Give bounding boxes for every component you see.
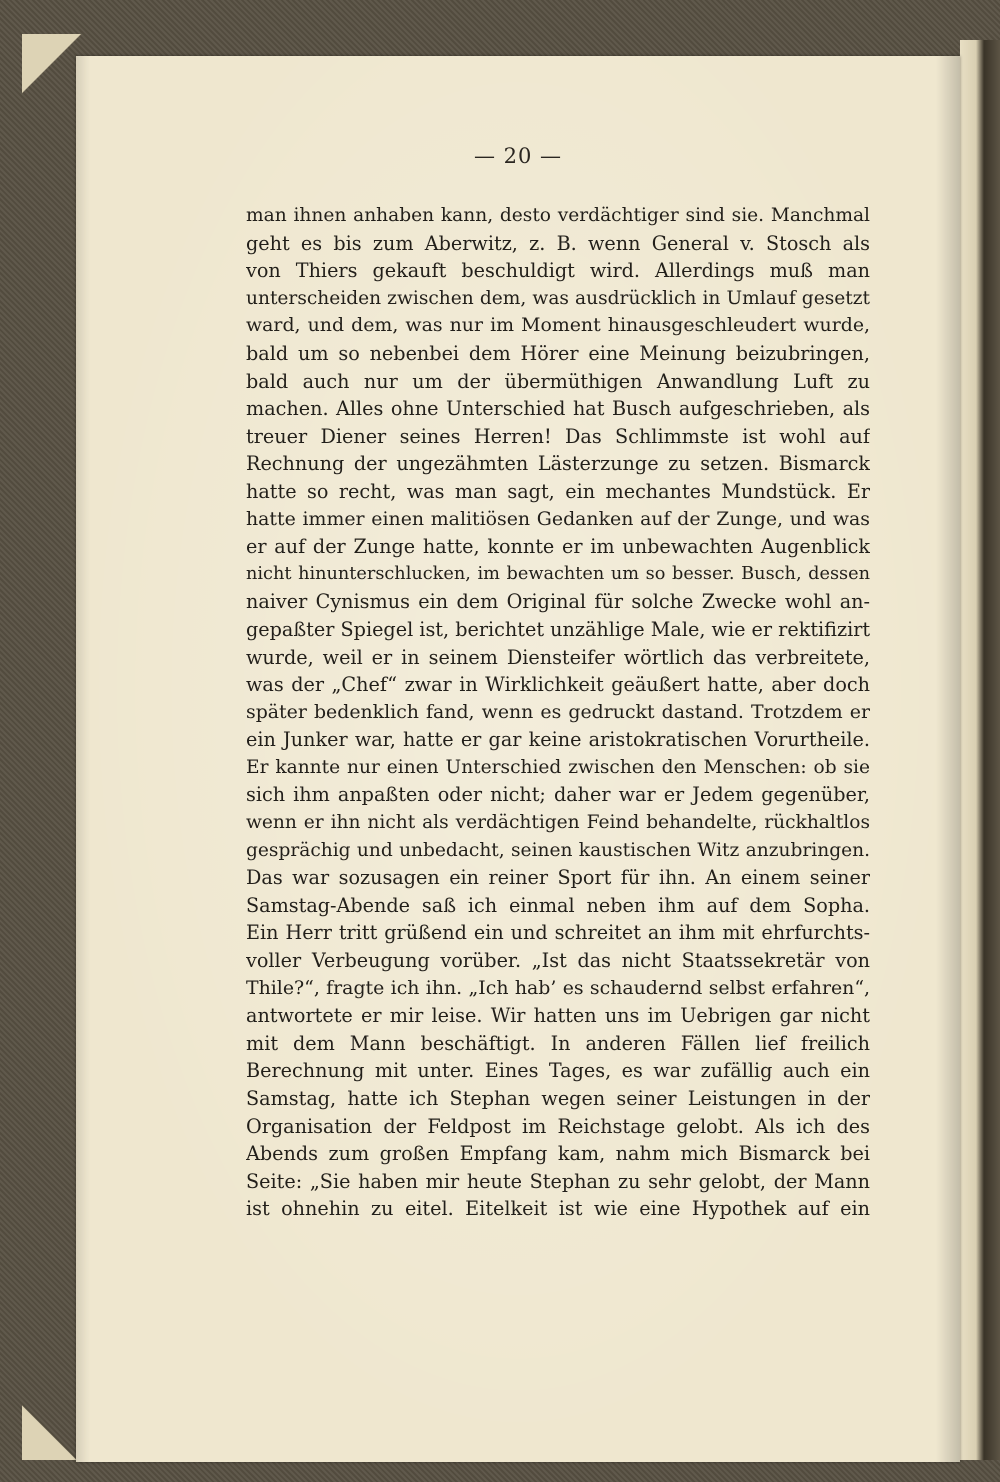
text-line: machen. Alles ohne Unterschied hat Busch aufgeschrieben, als (246, 397, 870, 421)
text-line: treuer Diener seines Herren! Das Schlimmste ist wohl auf (246, 424, 870, 448)
text-line: gepaßter Spiegel ist, berichtet unzählige Male, wie er rektifizirt (246, 617, 870, 641)
text-line: bald auch nur um der übermüthigen Anwandlung Luft zu (246, 369, 870, 393)
text-line: sich ihm anpaßten oder nicht; daher war er Jedem gegenüber, (246, 783, 870, 807)
text-line: hatte so recht, was man sagt, ein mechantes Mundstück. Er (246, 479, 870, 503)
cover-corner-top-left (22, 34, 82, 104)
text-line: hatte immer einen malitiösen Gedanken auf der Zunge, und was (246, 507, 870, 530)
text-line: ein Junker war, hatte er gar keine aristokratischen Vorurtheile. (246, 728, 870, 752)
text-line: Thile?“, fragte ich ihn. „Ich hab’ es schaudernd selbst erfahren“, (246, 976, 870, 999)
text-line: Er kannte nur einen Unterschied zwischen den Menschen: ob sie (246, 756, 870, 778)
text-line: mit dem Mann beschäftigt. In anderen Fällen lief freilich (246, 1031, 870, 1055)
text-line: Das war sozusagen ein reiner Sport für ihn. An einem seiner (246, 866, 870, 890)
text-line: wurde, weil er in seinem Diensteifer wörtlich das verbreitete, (246, 645, 870, 669)
text-line: ist ohnehin zu eitel. Eitelkeit ist wie eine Hypothek auf ein (246, 1197, 870, 1221)
text-line: er auf der Zunge hatte, konnte er im unbewachten Augenblick (246, 535, 870, 559)
text-line: man ihnen anhaben kann, desto verdächtiger sind sie. Manchmal (246, 205, 870, 226)
text-line: unterscheiden zwischen dem, was ausdrücklich in Umlauf gesetzt (246, 287, 870, 309)
text-line: Organisation der Feldpost im Reichstage gelobt. Als ich des (246, 1114, 870, 1138)
text-line: naiver Cynismus ein dem Original für solche Zwecke wohl an- (246, 590, 870, 614)
text-line: nicht hinunterschlucken, im bewachten um so besser. Busch, dessen (246, 563, 870, 584)
body-text (246, 202, 870, 1223)
text-line: Samstag-Abende saß ich einmal neben ihm auf dem Sopha. (246, 893, 870, 917)
book-page (76, 56, 960, 1462)
text-line: voller Verbeugung vorüber. „Ist das nicht Staatssekretär von (246, 949, 870, 973)
page-number: — 20 — (473, 144, 563, 168)
text-line: was der „Chef“ zwar in Wirklichkeit geäußert hatte, aber doch (246, 673, 870, 697)
text-line: geht es bis zum Aberwitz, z. B. wenn General v. Stosch als (246, 231, 870, 255)
text-line: ward, und dem, was nur im Moment hinausgeschleudert wurde, (246, 314, 870, 337)
text-line: später bedenklich fand, wenn es gedruckt dastand. Trotzdem er (246, 700, 870, 723)
text-line: gesprächig und unbedacht, seinen kaustischen Witz anzubringen. (246, 839, 870, 861)
text-line: Abends zum großen Empfang kam, nahm mich Bismarck bei (246, 1142, 870, 1166)
text-line: Ein Herr tritt grüßend ein und schreitet an ihm mit ehrfurchts- (246, 921, 870, 945)
text-line: bald um so nebenbei dem Hörer eine Meinung beizubringen, (246, 341, 870, 365)
text-line: antwortete er mir leise. Wir hatten uns im Uebrigen gar nicht (246, 1004, 870, 1028)
text-line: Seite: „Sie haben mir heute Stephan zu sehr gelobt, der Mann (246, 1169, 870, 1193)
text-line: von Thiers gekauft beschuldigt wird. Allerdings muß man (246, 259, 870, 283)
text-line: wenn er ihn nicht als verdächtigen Feind behandelte, rückhaltlos (246, 812, 870, 834)
cover-corner-bottom-left (22, 1400, 82, 1460)
next-page-edge (960, 40, 1000, 1460)
text-line: Berechnung mit unter. Eines Tages, es war zufällig auch ein (246, 1059, 870, 1083)
text-line: Rechnung der ungezähmten Lästerzunge zu setzen. Bismarck (246, 452, 870, 476)
text-line: Samstag, hatte ich Stephan wegen seiner Leistungen in der (246, 1087, 870, 1110)
